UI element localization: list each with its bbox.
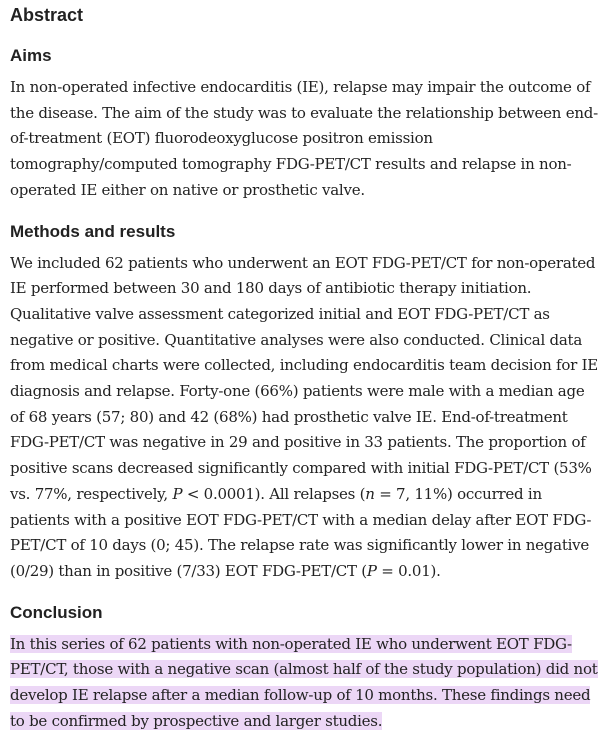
methods-text-part4: = 0.01).	[376, 561, 441, 580]
methods-text-part2: < 0.0001). All relapses (	[182, 484, 366, 503]
conclusion-heading: Conclusion	[10, 602, 103, 622]
aims-heading: Aims	[10, 46, 52, 65]
n-symbol: n	[365, 484, 375, 503]
aims-text: In non-operated infective endocarditis (IE), relapse may impair the outcome of the disease. The aim of the study was to evaluate the relationship between end-of-treatment (EOT) fluorodeoxyglucose positron emission tomography/computed tomography FDG-PET/CT results and relapse in non-operated IE either on native or prosthetic valve.	[10, 78, 598, 199]
conclusion-highlighted-text[interactable]: In this series of 62 patients with non-operated IE who underwent EOT FDG-PET/CT, those with a negative scan (almost half of the study population) did not develop IE relapse after a median follow-up of 10 months. These findings need to be confirmed by prospective and larger studies.	[10, 634, 598, 730]
p-value-symbol-2: P	[366, 561, 377, 580]
methods-text-part3: = 7, 11%) occurred in patients with a positive EOT FDG-PET/CT with a median delay after EOT FDG-PET/CT of 10 days (0; 45). The relapse rate was significantly lower in negative (0/29) than in positive (7/33) EOT FDG-PET/CT (	[10, 484, 592, 580]
abstract-container	[10, 0, 602, 734]
abstract-heading: Abstract	[10, 5, 84, 25]
methods-results-text	[10, 251, 602, 585]
methods-results-heading: Methods and results	[10, 221, 176, 241]
conclusion-text	[10, 632, 602, 735]
methods-text-part1: We included 62 patients who underwent an EOT FDG-PET/CT for non-operated IE performed between 30 and 180 days of antibiotic therapy initiation. Qualitative valve assessment categorized initial and EOT FDG-PET/CT as negative or positive. Quantitative analyses were also conducted. Clinical data from medical charts were collected, including endocarditis team decision for IE diagnosis and relapse. Forty-one (66%) patients were male with a median age of 68 years (57; 80) and 42 (68%) had prosthetic valve IE. End-of-treatment FDG-PET/CT was negative in 29 and positive in 33 patients. The proportion of positive scans decreased significantly compared with initial FDG-PET/CT (53% vs. 77%, respectively,	[10, 253, 598, 503]
p-value-symbol-1: P	[172, 484, 183, 503]
